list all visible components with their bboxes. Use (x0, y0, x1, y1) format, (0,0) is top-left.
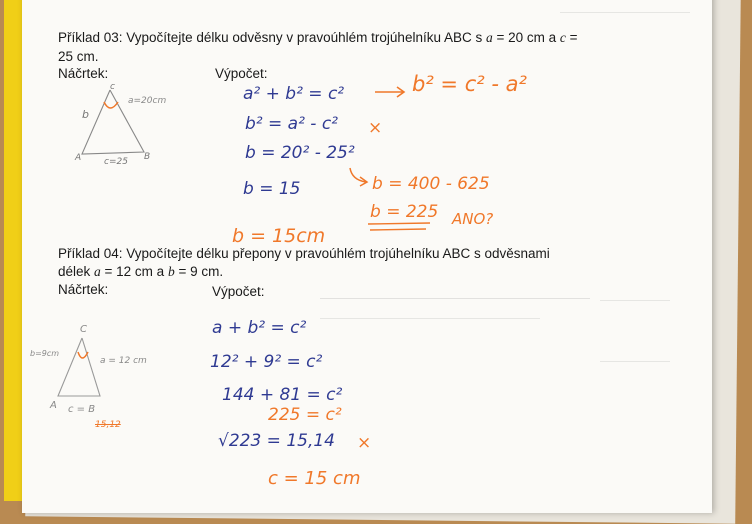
example3-vertex-b: B (144, 152, 151, 162)
example3-final-answer: b = 15cm (232, 225, 326, 247)
example4-work-line2: 12² + 9² = c² (210, 352, 323, 372)
example3-work-line2: b² = a² - c² (245, 114, 338, 134)
example3-side-a-label: a=20cm (128, 96, 167, 106)
example4-final-answer: c = 15 cm (268, 468, 361, 489)
example3-arrow-icon (373, 84, 413, 100)
example4-wrong-mark: × (357, 433, 372, 453)
example4-vertex-c: C (80, 324, 87, 335)
bleed-through-line (320, 298, 590, 299)
example3-calc-label: Výpočet: (215, 66, 268, 81)
example3-side-c-label: c=25 (104, 157, 128, 167)
example3-correction-formula: b² = c² - a² (412, 72, 527, 96)
example4-triangle-sketch (40, 320, 160, 430)
example3-wrong-mark: × (368, 118, 383, 138)
example3-work-line4: b = 15 (243, 179, 301, 199)
example4-vertex-a: A (50, 400, 57, 411)
example3-work-line3: b = 20² - 25² (245, 143, 355, 163)
example3-sketch-label: Náčrtek: (58, 66, 109, 81)
example3-vertex-a: A (75, 153, 82, 163)
example4-side-b-label: b=9cm (30, 349, 60, 358)
example4-task-line2: délek a = 12 cm a b = 9 cm. (58, 264, 224, 279)
example4-sketch-label: Náčrtek: (58, 282, 109, 297)
bleed-through-line (320, 318, 540, 319)
example4-side-a-label: a = 12 cm (100, 356, 147, 366)
example4-crossed-value: 15,12 (95, 420, 121, 430)
example4-work-line1: a + b² = c² (212, 318, 307, 338)
example4-work-line3: 144 + 81 = c² (222, 385, 343, 405)
example3-work-line1: a² + b² = c² (243, 84, 345, 104)
example3-down-arrow-icon (346, 166, 372, 190)
example3-task-line2: 25 cm. (58, 49, 99, 64)
example4-work-line5: √223 = 15,14 (218, 431, 335, 451)
bleed-through-text (600, 300, 670, 362)
example4-calc-label: Výpočet: (212, 284, 265, 299)
example4-work-line4: 225 = c² (268, 405, 342, 425)
example3-correction-substitution: b = 400 - 625 (372, 174, 490, 194)
example3-underline (366, 220, 436, 234)
example3-correction-comment: ANO? (452, 210, 494, 228)
example4-task-line1: Příklad 04: Vypočítejte délku přepony v pravoúhlém trojúhelníku ABC s odvěsnami (58, 246, 550, 261)
example3-side-b-label: b (82, 108, 89, 121)
example3-task: Příklad 03: Vypočítejte délku odvěsny v pravoúhlém trojúhelníku ABC s a = 20 cm a c = (58, 30, 578, 45)
example3-correction-result: b = 225 (370, 202, 439, 222)
example4-side-c-label: c = B (68, 404, 96, 415)
example3-vertex-c: c (110, 82, 115, 92)
